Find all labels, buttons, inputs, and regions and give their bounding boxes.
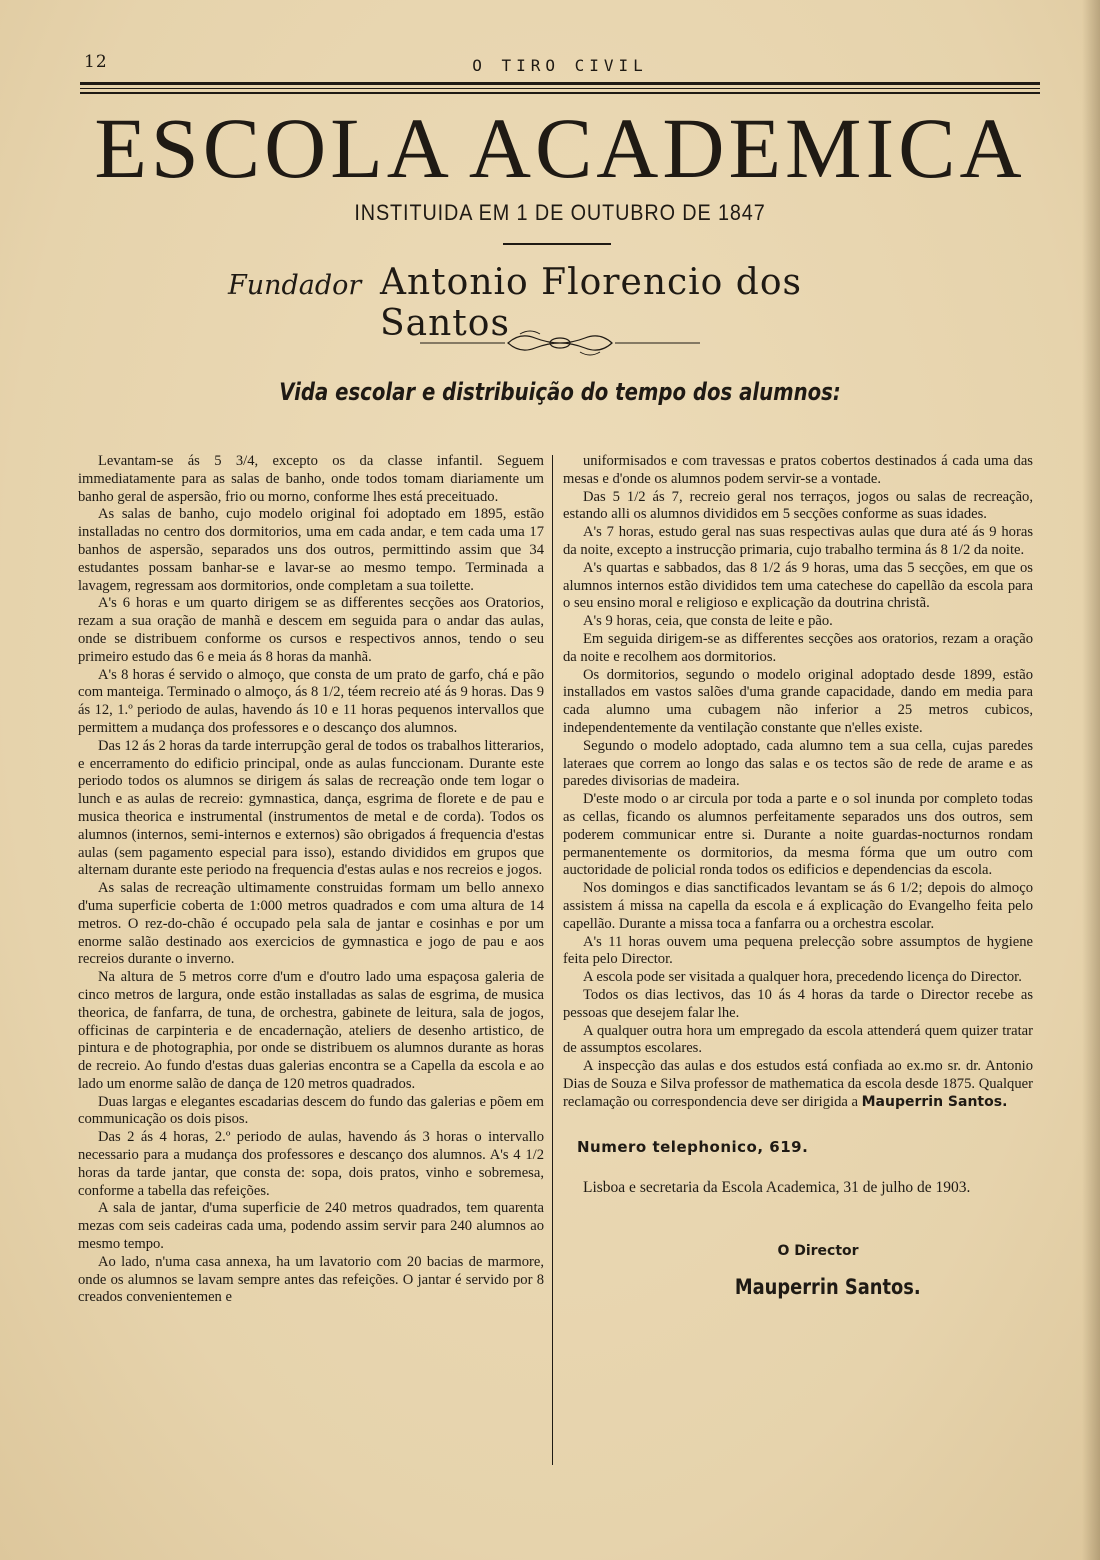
column-divider bbox=[552, 455, 553, 1465]
paragraph: Levantam-se ás 5 3/4, excepto os da classe infantil. Seguem immediatamente para as salas de banho, onde todos tomam diariamente um banho geral de aspersão, frio ou morno, conforme lhes está preceituado. bbox=[78, 453, 544, 505]
paragraph: A's 9 horas, ceia, que consta de leite e pão. bbox=[583, 613, 833, 630]
paragraph: D'este modo o ar circula por toda a parte e o sol inunda por completo todas as cellas, ficando os alumnos perfeitamente separados uns dos outros, sem poderem communicar entre si. Durante a noite guardas-nocturnos rondam permanentemente os dormitorios, da mesma fórma que um outro com auctoridade de policial ronda todos os edificios e dependencias da escola. bbox=[563, 791, 1033, 879]
subtitle: INSTITUIDA EM 1 DE OUTUBRO DE 1847 bbox=[354, 200, 766, 225]
page-title: ESCOLA ACADEMICA bbox=[94, 100, 1026, 196]
journal-title: O TIRO CIVIL bbox=[472, 56, 648, 75]
section-heading: Vida escolar e distribuição do tempo dos alumnos: bbox=[279, 378, 841, 406]
ornament-divider bbox=[420, 328, 700, 358]
paragraph: Todos os dias lectivos, das 10 ás 4 horas da tarde o Director recebe as pessoas que desejem falar lhe. bbox=[563, 986, 1033, 1021]
director-name: Mauperrin Santos. bbox=[734, 1274, 921, 1299]
correspondence-name: Mauperrin Santos. bbox=[861, 1093, 1008, 1110]
dateline: Lisboa e secretaria da Escola Academica, 31 de julho de 1903. bbox=[583, 1179, 971, 1197]
paragraph: Nos domingos e dias sanctificados levantam se ás 6 1/2; depois do almoço assistem á missa na capella da escola e á explicação do Evangelho feita pelo capellão. Durante a missa toca a fanfarra ou a orchestra escolar. bbox=[563, 880, 1033, 932]
paragraph: Os dormitorios, segundo o modelo original adoptado desde 1899, estão installados em vastos salões d'uma grande capacidade, dando em media para cada alumno uma cubagem não inferior a 25 metros cubicos, independentemente da ventilação constante que n'elles existe. bbox=[563, 666, 1033, 736]
paragraph: A's 6 horas e um quarto dirigem se as differentes secções aos Oratorios, rezam a sua oração de manhã e descem em seguida para o andar das aulas, onde se distribuem conforme os cursos e respectivos annos, tendo o seu primeiro estudo das 6 e meia ás 8 horas da manhã. bbox=[78, 595, 544, 665]
header-rule-lower bbox=[80, 92, 1040, 94]
paragraph: Em seguida dirigem-se as differentes secções aos oratorios, rezam a oração da noite e recolhem aos dormitorios. bbox=[563, 630, 1033, 665]
paragraph: A's 7 horas, estudo geral nas suas respectivas aulas que dura até ás 9 horas da noite, excepto a instrucção primaria, cujo trabalho termina ás 8 1/2 da noite. bbox=[563, 524, 1033, 558]
paragraph: Segundo o modelo adoptado, cada alumno tem a sua cella, cujas paredes lateraes que correm ao longo das salas e os tectos são de rede de arame e as paredes divisorias de madeira. bbox=[563, 737, 1033, 790]
paragraph: As salas de recreação ultimamente construidas formam um bello annexo d'uma superficie coberta de 1:000 metros quadrados e com uma altura de 14 metros. O rez-do-chão é occupado pela sala de jantar e cosinhas e por um enorme salão destinado aos exercicios de gymnastica e jogo de pau e aos recreios durante o inverno. bbox=[78, 880, 544, 968]
right-column-body bbox=[563, 453, 1033, 1111]
paragraph: Das 5 1/2 ás 7, recreio geral nos terraços, jogos ou salas de recreação, estando alli os alumnos divididos em 5 secções conforme as suas idades. bbox=[563, 488, 1033, 523]
founder-label: Fundador bbox=[228, 270, 362, 301]
director-role: O Director bbox=[777, 1243, 859, 1260]
paragraph: Das 12 ás 2 horas da tarde interrupção geral de todos os trabalhos litterarios, e encerramento do edificio principal, onde as aulas funccionam. Durante este periodo todos os alumnos se dirigem ás salas de recreação onde tem logar o lunch e as aulas de recreio: gymnastica, dança, esgrima de florete e de pau e musica theorica e instrumental (instrumentos de metal e de corda). Todos os alumnos (internos, semi-internos e externos) são obrigados á frequencia d'estas aulas (sem pagamento especial para isso), estando divididos em grupos que alternam durante este periodo na frequencia d'estas aulas e nos recreios e jogos. bbox=[78, 737, 544, 879]
founder-name: Antonio Florencio dos Santos bbox=[380, 262, 802, 344]
paragraph: Ao lado, n'uma casa annexa, ha um lavatorio com 20 bacias de marmore, onde os alumnos se lavam sempre antes das refeições. O jantar é servido por 8 creados convenientemen e bbox=[78, 1253, 544, 1306]
page-shadow bbox=[1082, 0, 1100, 1560]
paragraph: A escola pode ser visitada a qualquer hora, precedendo licença do Director. bbox=[583, 969, 1022, 986]
title-divider bbox=[503, 243, 611, 245]
paragraph: uniformisados e com travessas e pratos cobertos destinados á cada uma das mesas e d'onde os alumnos podem servir-se a vontade. bbox=[563, 453, 1033, 487]
paragraph: Duas largas e elegantes escadarias descem do fundo das galerias e põem em communicação os dois pisos. bbox=[78, 1093, 544, 1128]
header-rule bbox=[80, 82, 1040, 85]
telephone-line: Numero telephonico, 619. bbox=[577, 1138, 809, 1157]
paragraph: A's 8 horas é servido o almoço, que consta de um prato de garfo, chá e pão com manteiga. Terminado o almoço, ás 8 1/2, téem recreio até ás 9 horas. Das 9 ás 12, 1.º periodo de aulas, havendo ás 10 e 11 horas pequenos intervallos que permittem a mudança dos professores e o descanço dos alumnos. bbox=[78, 666, 544, 736]
page-header bbox=[80, 50, 1040, 80]
paragraph: A qualquer outra hora um empregado da escola attenderá quem quizer tratar de assumptos escolares. bbox=[563, 1022, 1033, 1057]
page-number: 12 bbox=[84, 52, 108, 72]
paragraph: Das 2 ás 4 horas, 2.º periodo de aulas, havendo ás 3 horas o intervallo necessario para a mudança dos professores e descanço dos alumnos. A's 4 1/2 horas da tarde jantar, que consta de: sopa, dois pratos, vinho e sobremesa, conforme a tabella das refeições. bbox=[78, 1129, 544, 1199]
paragraph: As salas de banho, cujo modelo original foi adoptado em 1895, estão installadas no centro dos dormitorios, uma em cada andar, e tem cada uma 17 banhos de aspersão, separados uns dos outros, permittindo assim que 34 estudantes possam banhar-se e lavar-se ao mesmo tempo. Terminada a lavagem, regressam aos dormitorios, onde completam a sua toilette. bbox=[78, 506, 544, 594]
founder-line bbox=[200, 262, 920, 344]
paragraph: A sala de jantar, d'uma superficie de 240 metros quadrados, tem quarenta mezas com seis cadeiras cada uma, podendo assim servir para 240 alumnos ao mesmo tempo. bbox=[78, 1200, 544, 1253]
paragraph: A's 11 horas ouvem uma pequena prelecção sobre assumptos de hygiene feita pelo Director. bbox=[563, 933, 1033, 968]
header-rule-thin bbox=[80, 88, 1040, 89]
paragraph: Na altura de 5 metros corre d'um e d'outro lado uma espaçosa galeria de cinco metros de largura, onde estão installadas as salas de esgrima, de musica theorica, de fanfarra, de tuna, de orchestra, gabinete de leitura, sala de jogos, officinas de carpinteria e de encadernação, ateliers de desenho artistico, de pintura e de photographia, por onde se distribuem os alumnos durante as horas de recreio. Ao fundo d'estas duas galerias encontra se a Capella da escola e ao lado um enorme salão de dança de 120 metros quadrados. bbox=[78, 969, 544, 1092]
left-column bbox=[78, 453, 544, 1307]
right-column bbox=[563, 453, 1033, 1297]
paragraph: A inspecção das aulas e dos estudos está confiada ao ex.mo sr. dr. Antonio Dias de Souza e Silva professor de mathematica da escola desde 1875. Qualquer reclamação ou correspondencia deve ser dirigida a Mauperrin Santos. bbox=[563, 1058, 1033, 1110]
paragraph: A's quartas e sabbados, das 8 1/2 ás 9 horas, uma das 5 secções, em que os alumnos internos estão divididos tem uma catechese do capellão da escola para o seu ensino moral e religioso e explicação da doutrina christã. bbox=[563, 559, 1033, 612]
